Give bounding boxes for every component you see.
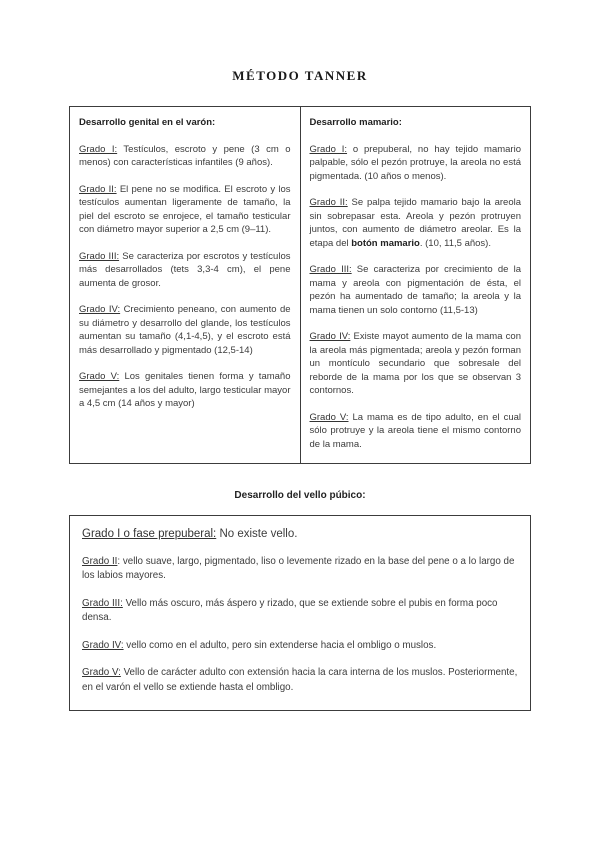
tanner-table: [69, 106, 531, 464]
grade-item: [310, 263, 522, 317]
vello-item: [82, 639, 518, 654]
vello-label: Grado III:: [82, 597, 123, 609]
grade-label: Grado III:: [79, 250, 120, 262]
mamario-header: Desarrollo mamario:: [309, 117, 402, 128]
grade-text: Testículos, escroto y pene (3 cm o menos) con características infantiles (9 años).: [79, 143, 291, 168]
grade-item: [79, 183, 291, 237]
vello-item: [82, 666, 518, 695]
genital-header: Desarrollo genital en el varón:: [79, 117, 216, 128]
grade-text: o prepuberal, no hay tejido mamario palpable, sólo el pezón protruye, la areola no está pigmentada. (10 años o menos).: [309, 143, 521, 182]
vello-item: [82, 597, 518, 626]
grade-label: Grado I:: [79, 143, 118, 155]
vello-item: [82, 555, 518, 584]
grade-label: Grado V:: [79, 371, 120, 382]
vello-section-title: Desarrollo del vello púbico:: [234, 490, 366, 501]
grade-text: Crecimiento peneano, con aumento de su diámetro y desarrollo del glande, los testículos aumentan su tamaño (4,1-4,5), y el escroto está más desarrollado y pigmentado (12,5-14): [79, 304, 291, 356]
grade-text: Se caracteriza por crecimiento de la mama y areola con pigmentación de ésta, el pezón ha aumentado de tamaño; la areola y la mama tienen un solo contorno (11,5-13): [309, 264, 521, 316]
mamario-column: [300, 107, 531, 464]
grade-label: Grado IV:: [309, 331, 351, 342]
grade-text: . (10, 11,5 años).: [419, 237, 491, 249]
vello-text: Vello más oscuro, más áspero y rizado, que se extiende sobre el pubis en forma poco densa.: [82, 597, 498, 623]
grade-label: Grado III:: [309, 264, 352, 275]
grade-text: Los genitales tienen forma y tamaño semejantes a los del adulto, largo testicular mayor a 4,5 cm (14 años y mayor): [79, 371, 291, 409]
grade-item: [79, 143, 291, 170]
grade-item: [310, 143, 522, 184]
grade-label: Grado II:: [309, 197, 348, 208]
vello-label: Grado II: [82, 555, 118, 567]
grade-text: Se caracteriza por escrotos y testículos más desarrollados (tets 3,3-4 cm), el pene aumenta de grosor.: [79, 250, 291, 289]
vello-box: [69, 515, 531, 711]
vello-label: Grado V:: [82, 667, 121, 678]
vello-text: : vello suave, largo, pigmentado, liso o levemente rizado en la base del pene o a lo largo de los labios mayores.: [82, 555, 515, 581]
grade-text: El pene no se modifica. El escroto y los testículos aumentan ligeramente de tamaño, la piel del escroto se enrojece, el tamaño testicular con diámetro mayor superior a 2,5 cm (9–11).: [79, 183, 291, 235]
vello-text: No existe vello.: [216, 528, 298, 540]
vello-text: Vello de carácter adulto con extensión hacia la cara interna de los muslos. Posteriormente, en el varón el vello se extiende hasta el ombligo.: [82, 667, 518, 693]
grade-text: Existe mayot aumento de la mama con la areola más pigmentada; areola y pezón forman un montículo secundario que sobresale del reborde de la mama por los que se observan 3 contornos.: [309, 331, 522, 396]
grade-item: [310, 330, 522, 398]
page-title: MÉTODO TANNER: [232, 68, 368, 83]
grade-item: [79, 250, 291, 291]
grade-text: Se palpa tejido mamario bajo la areola sin sobrepasar esta. Areola y pezón protruyen juntos, con aumento de diámetro areolar. Es la etapa del: [309, 197, 521, 249]
genital-column: [70, 107, 301, 464]
grade-item: [310, 196, 522, 250]
grade-label: Grado V:: [309, 411, 349, 423]
vello-label: Grado I o fase prepuberal:: [82, 528, 217, 540]
grade-label: Grado IV:: [79, 304, 121, 315]
grade-text-bold: botón mamario: [351, 237, 420, 249]
vello-item: [82, 527, 518, 542]
grade-item: [79, 303, 291, 357]
tanner-table-row: [70, 107, 531, 464]
grade-text: La mama es de tipo adulto, en el cual sólo protruye y la areola tiene el mismo contorno de la mama.: [309, 411, 521, 450]
grade-label: Grado I:: [309, 143, 348, 155]
vello-label: Grado IV:: [82, 639, 124, 651]
grade-label: Grado II:: [79, 183, 117, 195]
grade-item: [79, 370, 291, 411]
vello-text: vello como en el adulto, pero sin extenderse hacia el ombligo o muslos.: [123, 639, 437, 651]
grade-item: [310, 411, 522, 452]
